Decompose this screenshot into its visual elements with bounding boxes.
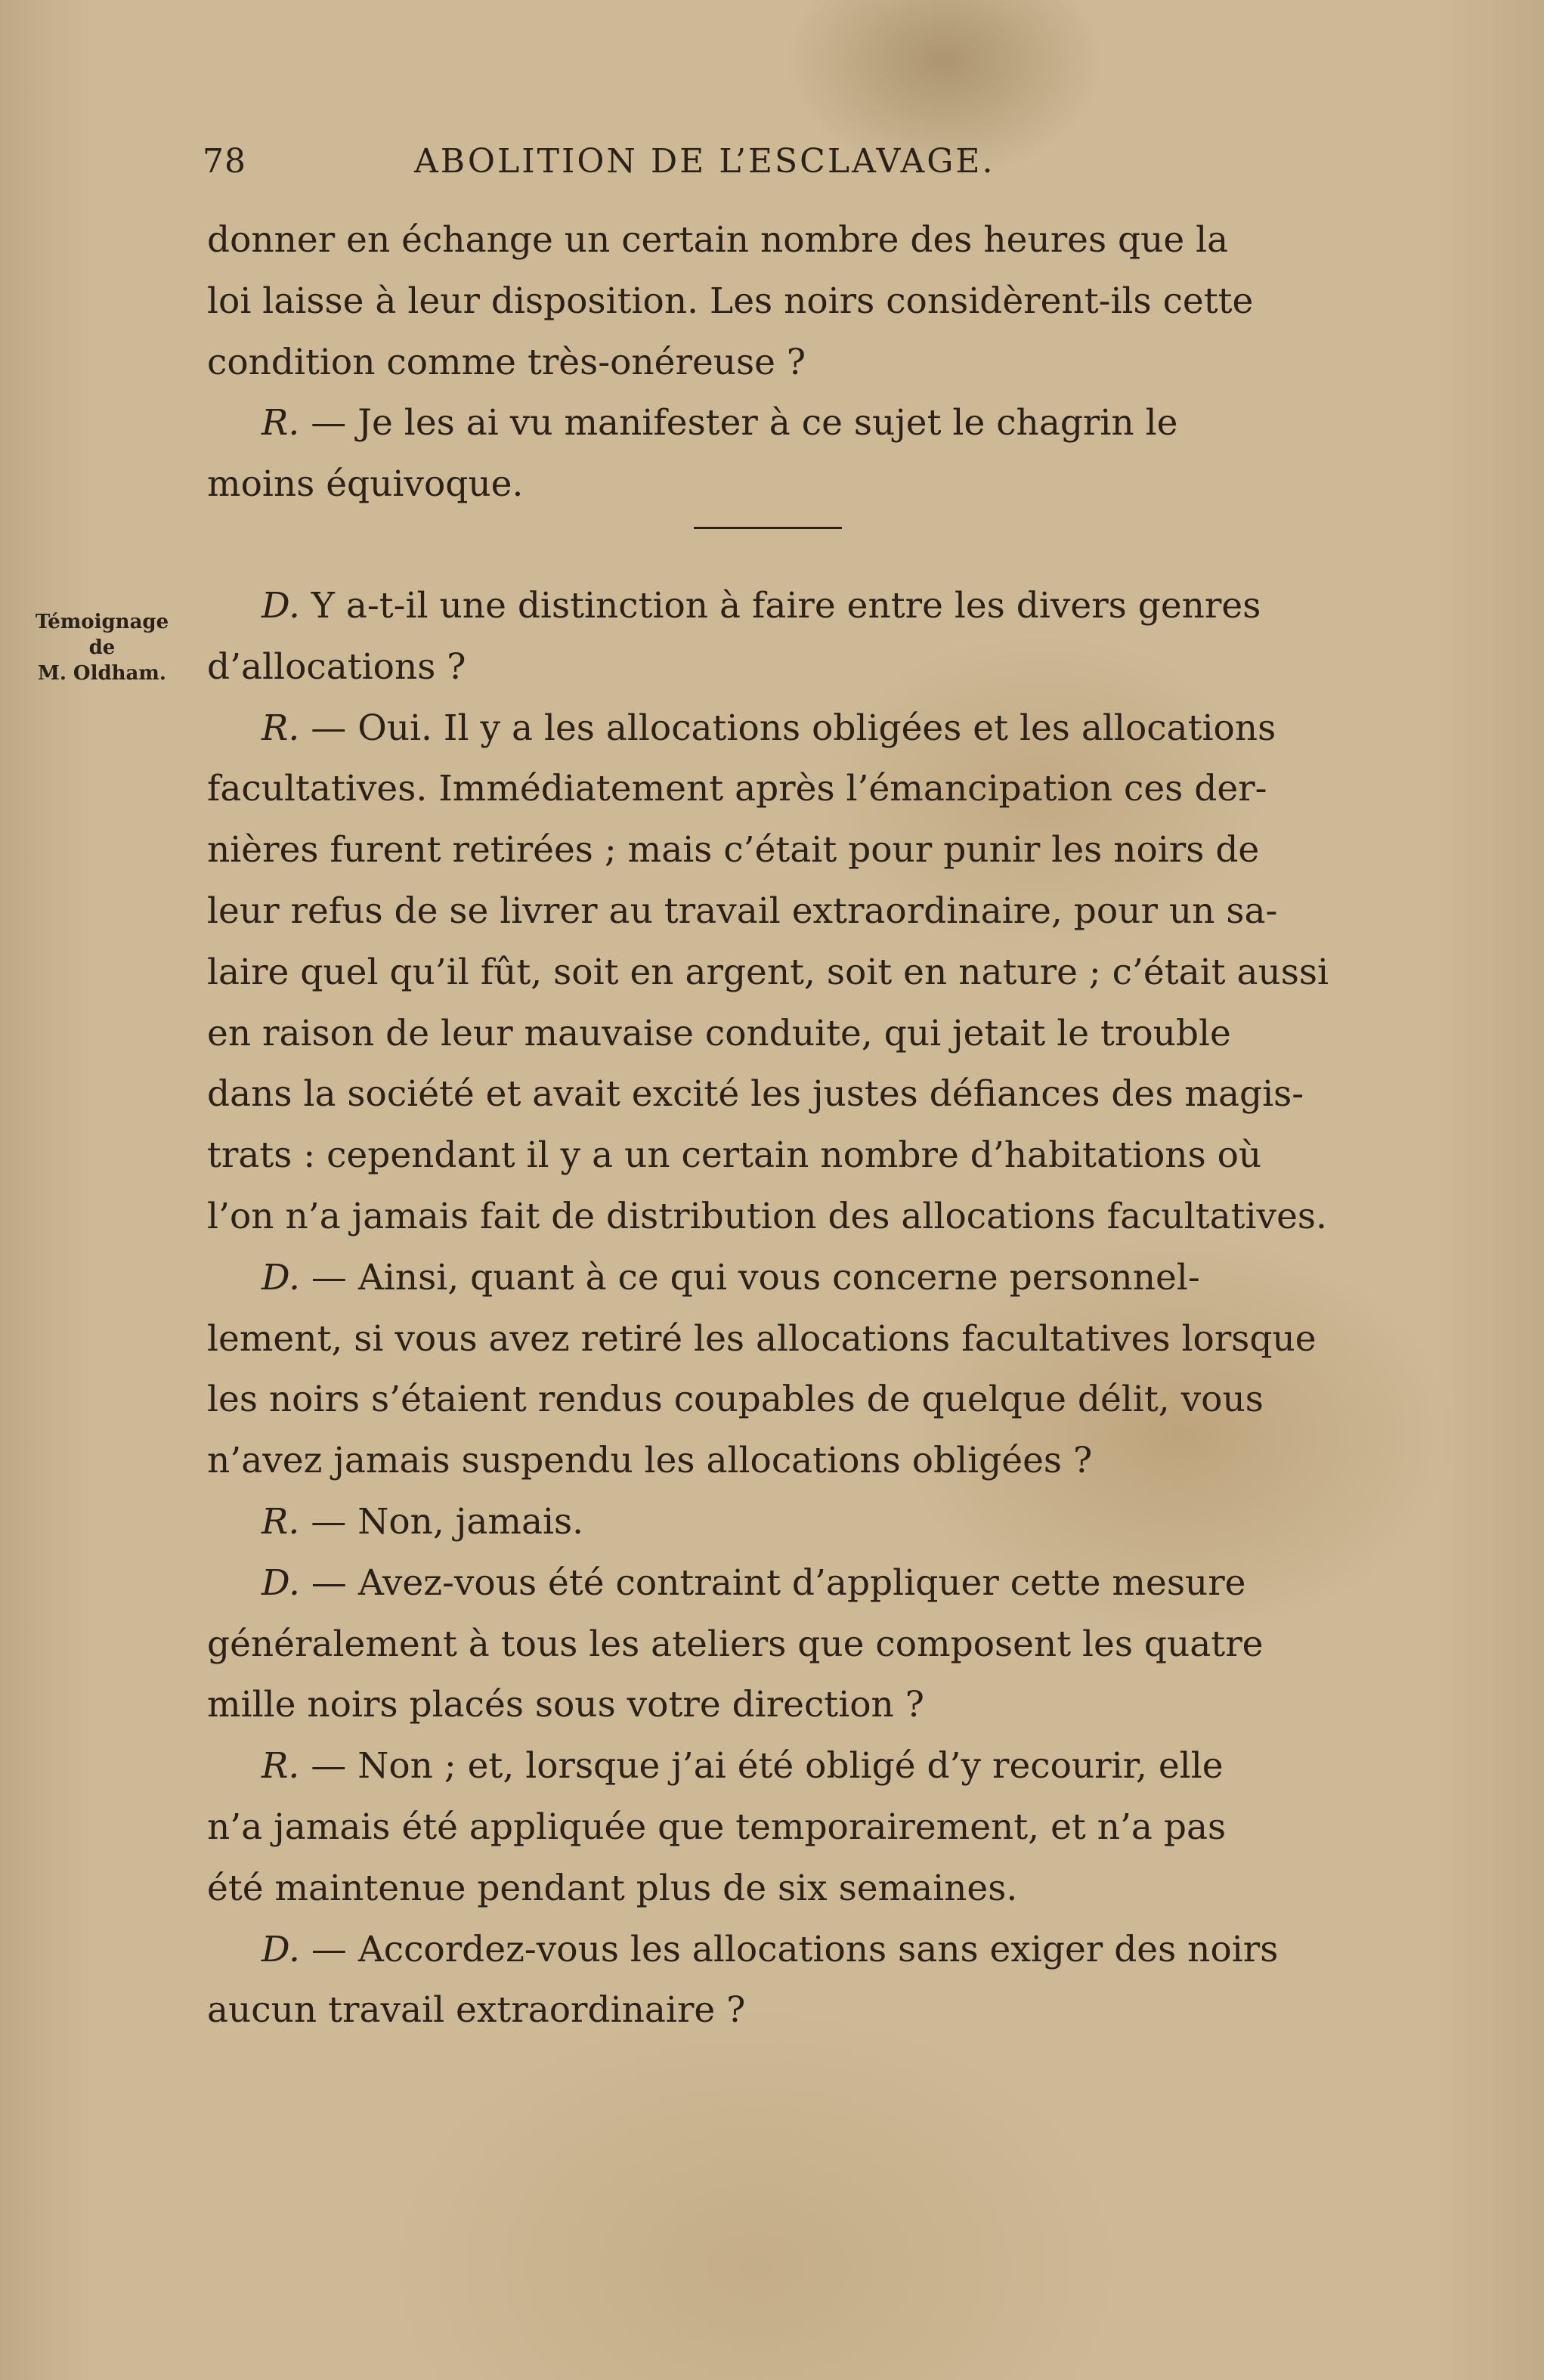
question-line [207, 1920, 1333, 1981]
text-line: lement, si vous avez retiré les allocations facultatives lorsque [207, 1317, 1317, 1360]
text-line: l’on n’a jamais fait de distribution des allocations facultatives. [207, 1195, 1327, 1237]
question-line [207, 1248, 1333, 1309]
text-line: facultatives. Immédiatement après l’émancipation ces der- [207, 768, 1267, 810]
text-line: condition comme très-onéreuse ? [207, 341, 806, 383]
text-line: loi laisse à leur disposition. Les noirs considèrent-ils cette [207, 280, 1254, 322]
answer-text: — Non ; et, lorsque j’ai été obligé d’y recourir, elle [299, 1745, 1224, 1787]
answer-label: R. [261, 1745, 300, 1787]
page-header [203, 142, 1177, 187]
text-line: aucun travail extraordinaire ? [207, 1989, 746, 2032]
text-line: trats : cependant il y a un certain nombre d’habitations où [207, 1134, 1262, 1177]
question-label: D. [261, 1928, 300, 1970]
answer-label: R. [261, 1500, 300, 1543]
answer-text: — Oui. Il y a les allocations obligées et les allocations [299, 707, 1276, 749]
margin-note-line: M. Oldham. [38, 662, 166, 685]
answer-label: R. [261, 402, 300, 444]
question-text: — Ainsi, quant à ce qui vous concerne personnel- [299, 1256, 1200, 1298]
text-line: n’avez jamais suspendu les allocations obligées ? [207, 1440, 1093, 1482]
text-line: d’allocations ? [207, 645, 466, 688]
text-line: généralement à tous les ateliers que composent les quatre [207, 1623, 1264, 1665]
answer-text: — Non, jamais. [299, 1500, 584, 1543]
text-line: dans la société et avait excité les justes défiances des magis- [207, 1073, 1304, 1116]
margin-note-line: de [88, 636, 116, 659]
margin-note-line: Témoignage [35, 611, 169, 633]
answer-line [207, 1736, 1333, 1797]
text-line: les noirs s’étaient rendus coupables de quelque délit, vous [207, 1379, 1264, 1421]
question-text: Y a-t-il une distinction à faire entre les divers genres [299, 584, 1261, 627]
text-line: moins équivoque. [207, 463, 524, 506]
answer-line [207, 698, 1333, 760]
text-line: mille noirs placés sous votre direction ? [207, 1684, 924, 1726]
answer-label: R. [261, 707, 300, 749]
text-line: laire quel qu’il fût, soit en argent, soit en nature ; c’était aussi [207, 951, 1329, 993]
question-label: D. [261, 584, 300, 627]
question-line [207, 1553, 1333, 1614]
question-text: — Accordez-vous les allocations sans exiger des noirs [299, 1928, 1279, 1970]
question-text: — Avez-vous été contraint d’appliquer cette mesure [299, 1561, 1246, 1604]
text-line: en raison de leur mauvaise conduite, qui jetait le trouble [207, 1012, 1231, 1054]
margin-note [30, 609, 174, 686]
text-line: leur refus de se livrer au travail extraordinaire, pour un sa- [207, 890, 1278, 932]
question-line [207, 576, 1333, 637]
answer-text: — Je les ai vu manifester à ce sujet le chagrin le [299, 402, 1178, 444]
running-title: ABOLITION DE L’ESCLAVAGE. [414, 142, 995, 181]
section-gap [207, 515, 1333, 576]
text-line: n’a jamais été appliquée que temporairement, et n’a pas [207, 1806, 1227, 1848]
answer-line [207, 1492, 1333, 1553]
body-text [207, 210, 1333, 2041]
question-label: D. [261, 1256, 300, 1298]
answer-line [207, 393, 1333, 454]
text-line: nières furent retirées ; mais c’était pour punir les noirs de [207, 829, 1260, 871]
question-label: D. [261, 1561, 300, 1604]
page-number: 78 [203, 142, 246, 181]
text-line: donner en échange un certain nombre des heures que la [207, 219, 1229, 261]
text-line: été maintenue pendant plus de six semaines. [207, 1867, 1018, 1909]
